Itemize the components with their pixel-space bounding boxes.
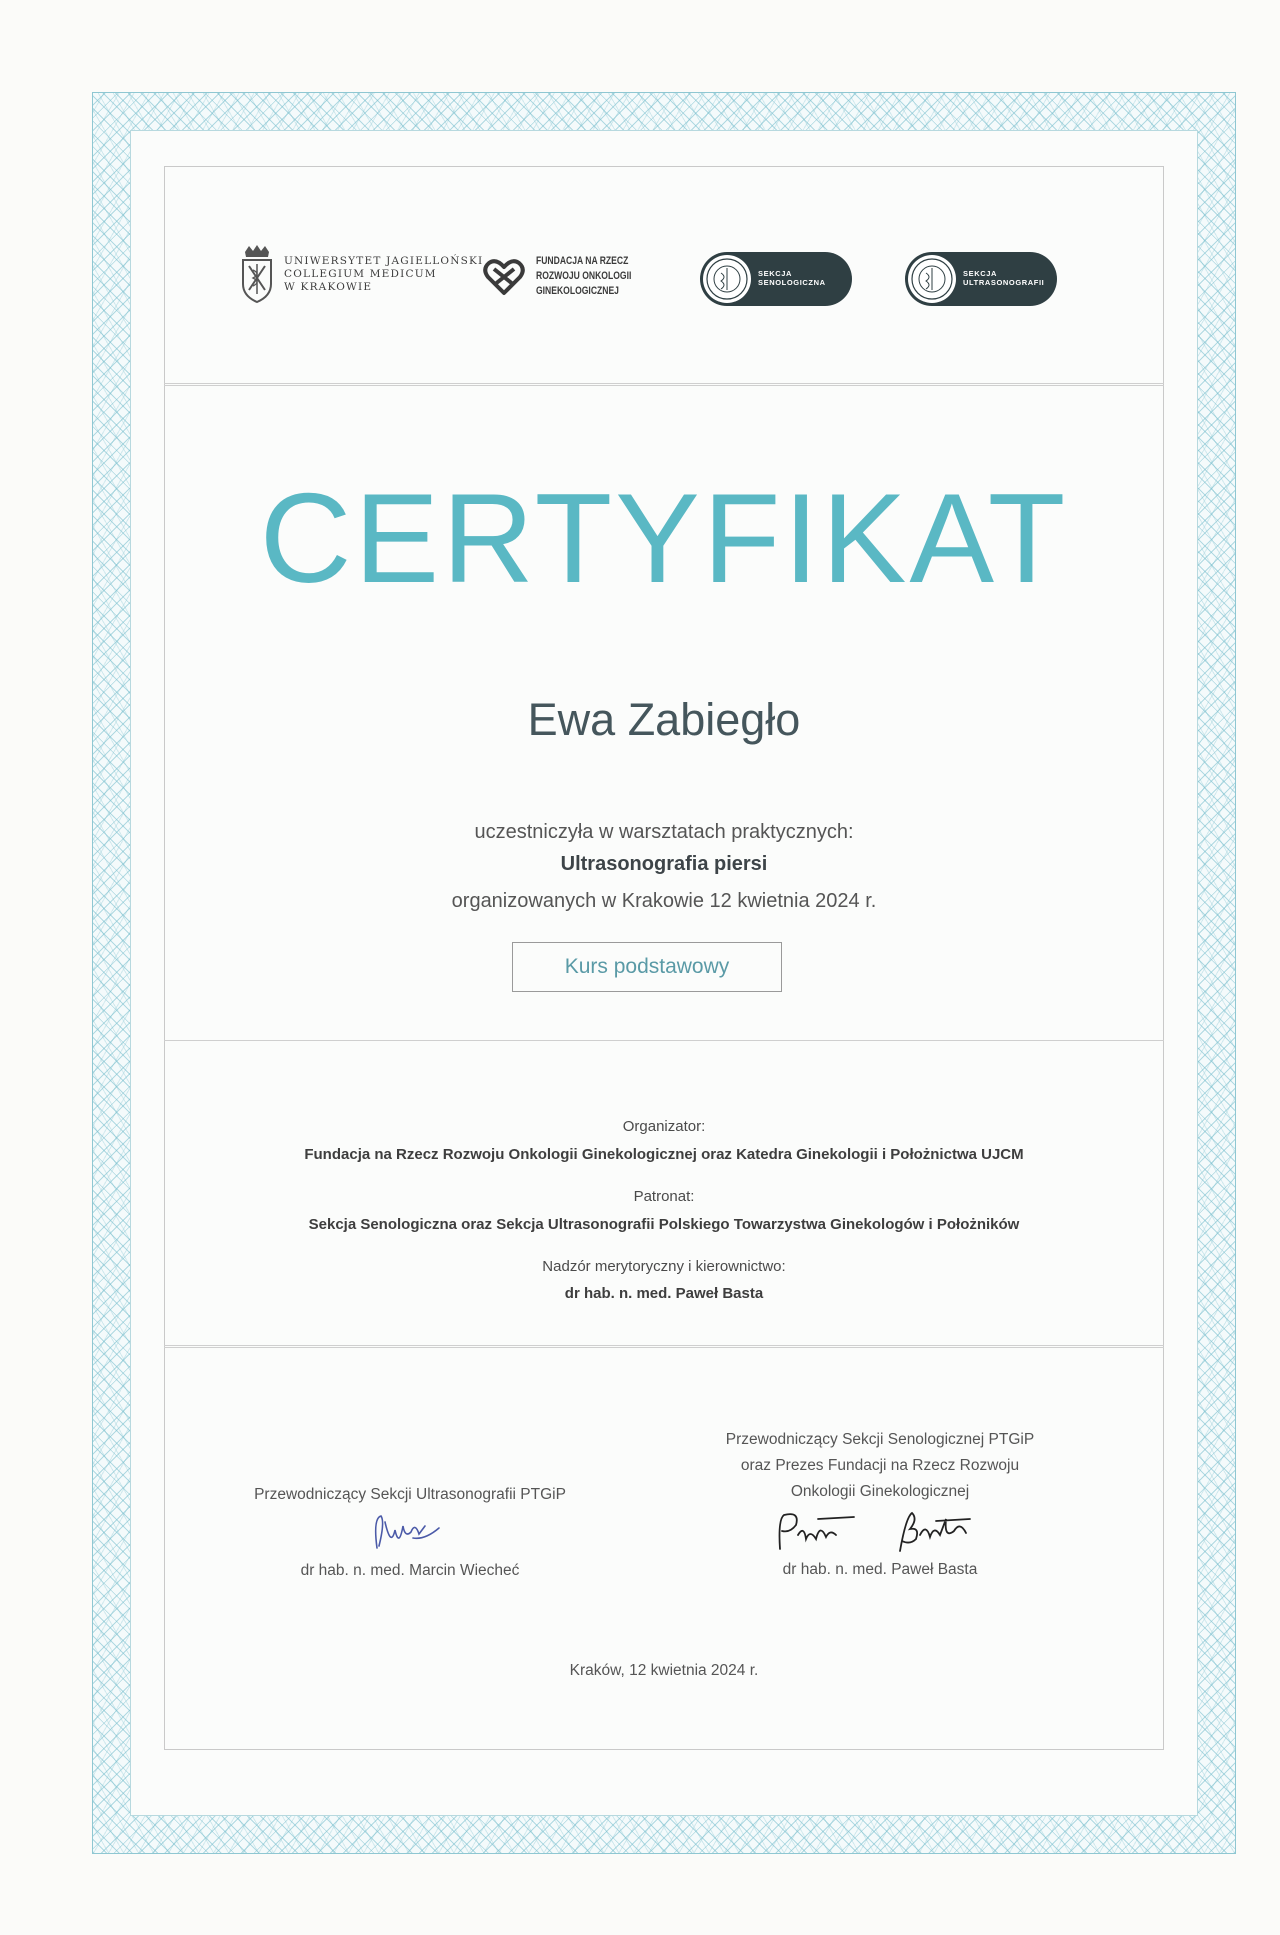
ultrasonografii-line-2: ULTRASONOGRAFII — [963, 278, 1045, 287]
left-name: dr hab. n. med. Marcin Wiecheć — [300, 1562, 520, 1579]
workshop-title: Ultrasonografia piersi — [560, 853, 768, 875]
ptgip-seal-icon — [908, 255, 956, 303]
logo-ujcm — [240, 244, 483, 304]
fundacja-line-3: GINEKOLOGICZNEJ — [536, 285, 619, 297]
ujcm-line-3: W KRAKOWIE — [284, 280, 373, 293]
signature-left — [230, 1482, 590, 1584]
divider-mid — [164, 1040, 1164, 1041]
organizer-label: Organizator: — [622, 1118, 706, 1135]
senologiczna-line-2: SENOLOGICZNA — [758, 278, 826, 287]
fundacja-line-2: ROZWOJU ONKOLOGII — [536, 270, 632, 282]
supervision-label: Nadzór merytoryczny i kierownictwo: — [542, 1258, 786, 1275]
organizer-value: Fundacja na Rzecz Rozwoju Onkologii Ginekologicznej oraz Katedra Ginekologii i Położnictwa UJCM — [304, 1146, 1024, 1163]
fundacja-line-1: FUNDACJA NA RZECZ — [536, 255, 629, 267]
signature-right — [700, 1427, 1060, 1583]
course-level-box: Kurs podstawowy — [512, 942, 782, 992]
supervisor-value: dr hab. n. med. Paweł Basta — [564, 1285, 764, 1302]
certificate-title: CERTYFIKAT — [259, 467, 1069, 609]
logo-sekcja-senologiczna — [700, 252, 852, 306]
ujcm-line-2: COLLEGIUM MEDICUM — [284, 267, 437, 280]
signature-basta — [770, 1505, 990, 1557]
logo-sekcja-ultrasonografii — [905, 252, 1057, 306]
senologiczna-line-1: SEKCJA — [758, 269, 793, 278]
logo-fundacja — [482, 254, 658, 299]
organized-text: organizowanych w Krakowie 12 kwietnia 2024 r. — [451, 890, 877, 912]
divider-header — [164, 383, 1164, 386]
university-crest-icon — [240, 244, 274, 304]
left-role: Przewodniczący Sekcji Ultrasonografii PTGiP — [254, 1486, 566, 1503]
divider-lower — [164, 1345, 1164, 1348]
ptgip-seal-icon — [703, 255, 751, 303]
patronage-label: Patronat: — [633, 1188, 695, 1205]
fundacja-heart-knot-icon — [482, 257, 526, 297]
recipient-name: Ewa Zabiegło — [527, 694, 801, 745]
participation-text: uczestniczyła w warsztatach praktycznych: — [474, 821, 854, 843]
right-role-line-1: Przewodniczący Sekcji Senologicznej PTGiP — [725, 1431, 1035, 1448]
place-date: Kraków, 12 kwietnia 2024 r. — [569, 1662, 759, 1679]
right-name: dr hab. n. med. Paweł Basta — [782, 1561, 978, 1578]
ujcm-line-1: UNIWERSYTET JAGIELLOŃSKI — [284, 254, 484, 267]
signature-wiechec — [355, 1508, 465, 1558]
ultrasonografii-line-1: SEKCJA — [963, 269, 998, 278]
patronage-value: Sekcja Senologiczna oraz Sekcja Ultrasonografii Polskiego Towarzystwa Ginekologów i Położników — [308, 1216, 1020, 1233]
right-role-line-2: oraz Prezes Fundacji na Rzecz Rozwoju — [740, 1457, 1020, 1474]
right-role-line-3: Onkologii Ginekologicznej — [790, 1483, 970, 1500]
